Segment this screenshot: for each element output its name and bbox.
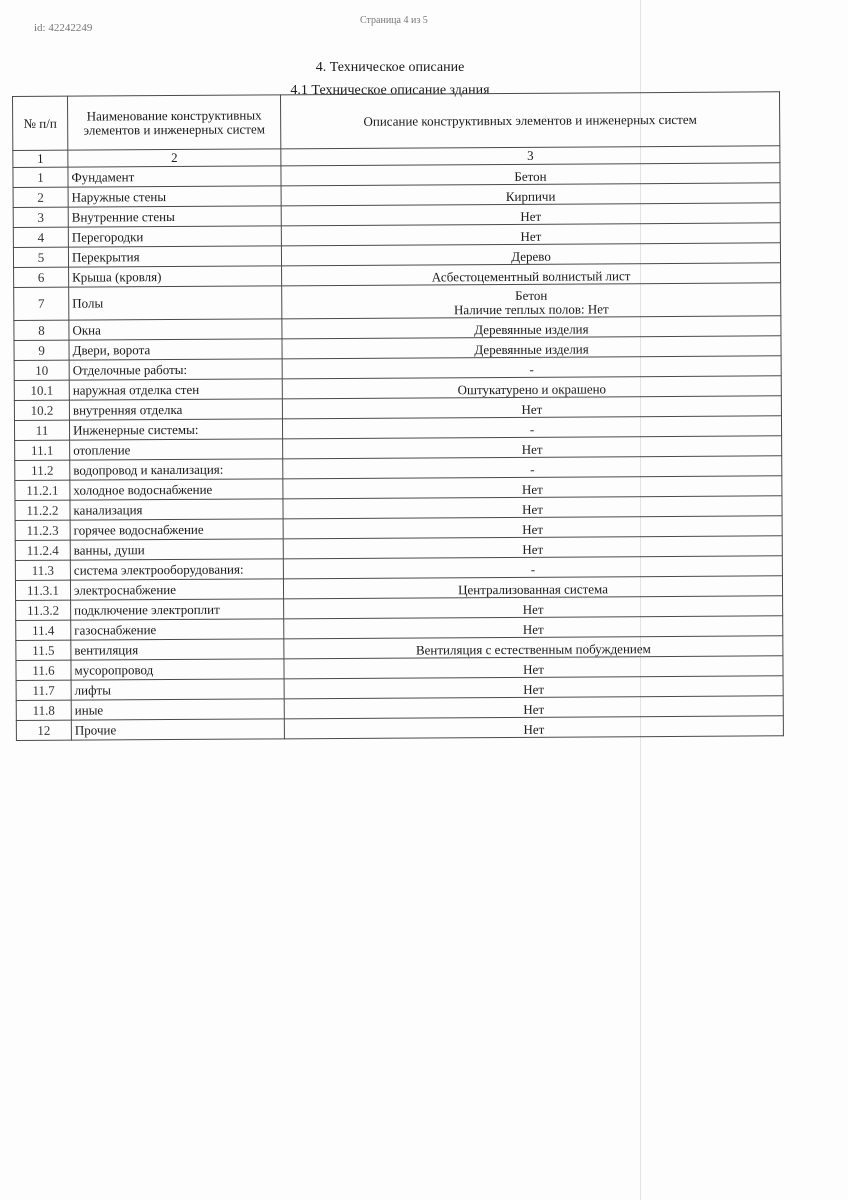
row-number: 11.2.2 [15,500,70,520]
row-element-name: Двери, ворота [69,339,282,360]
row-element-name: Инженерные системы: [69,419,282,440]
row-number: 11.7 [16,680,71,700]
row-description-text: Нет [522,541,544,557]
header-num: № п/п [13,96,68,150]
row-description-text: Нет [520,228,542,244]
row-description-text: Нет [523,681,545,697]
header-description: Описание конструктивных элементов и инженерных систем [280,92,779,149]
row-element-name: канализация [70,499,283,520]
row-element-name: Перегородки [68,226,281,247]
row-description-extra: Наличие теплых полов: Нет [453,301,609,318]
row-element-name: Внутренние стены [68,206,281,227]
technical-description-table [12,91,784,741]
row-element-name: отопление [70,439,283,460]
row-number: 4 [13,227,68,247]
row-description-text: Нет [521,481,543,497]
row-number: 3 [13,207,68,227]
row-description-text: Дерево [511,248,551,264]
row-description-text: Централизованная система [458,581,608,598]
row-description-text: Нет [523,721,545,737]
document-id: id: 42242249 [34,22,93,34]
row-number: 11.5 [16,640,71,660]
row-description-text: - [529,421,535,437]
row-element-name: мусоропровод [71,659,284,680]
row-element-name: Полы [69,286,282,320]
row-element-name: холодное водоснабжение [70,479,283,500]
row-element-name: Наружные стены [68,186,281,207]
row-description [284,716,783,739]
row-number: 11.3.2 [16,600,71,620]
row-description-text: Нет [523,701,545,717]
row-description-text: Нет [522,501,544,517]
row-element-name: электроснабжение [70,579,283,600]
row-number: 11.2.1 [15,480,70,500]
row-number: 12 [16,720,71,740]
row-number: 9 [14,340,69,360]
row-description-text: Деревянные изделия [474,341,589,358]
row-number: 10.2 [14,400,69,420]
row-element-name: наружная отделка стен [69,379,282,400]
row-number: 11.8 [16,700,71,720]
row-element-name: Прочие [71,719,284,740]
technical-description-sheet [12,91,784,741]
row-element-name: иные [71,699,284,720]
row-number: 5 [13,247,68,267]
row-number: 11.2 [15,460,70,480]
row-description-text: Нет [522,621,544,637]
row-description-text: Нет [521,401,543,417]
row-element-name: газоснабжение [71,619,284,640]
row-description-text: Вентиляция с естественным побуждением [415,641,651,658]
row-description-text: - [529,361,534,377]
row-description-text: Нет [522,521,544,537]
row-number: 6 [14,267,69,287]
row-element-name: лифты [71,679,284,700]
row-description-text: Нет [521,441,543,457]
header-name: Наименование конструктивных элементов и инженерных систем [68,95,281,150]
column-number: 2 [68,149,281,167]
section-title: 4. Техническое описание [315,60,465,75]
row-number: 11.1 [15,440,70,460]
row-description-text: Кирпичи [505,188,556,204]
row-element-name: ванны, души [70,539,283,560]
column-number: 1 [13,150,68,167]
row-description [282,283,781,319]
row-description-text: Деревянные изделия [474,321,589,338]
row-number: 11.2.4 [15,540,70,560]
row-description-text: Оштукатурено и окрашено [457,381,607,398]
row-description-text: Бетон [515,287,548,303]
row-element-name: водопровод и канализация: [70,459,283,480]
row-element-name: Окна [69,319,282,340]
section-subtitle: 4.1 Техническое описание здания [290,83,490,98]
row-number: 10 [14,360,69,380]
row-element-name: Перекрытия [68,246,281,267]
row-number: 8 [14,320,69,340]
row-number: 11 [14,420,69,440]
row-number: 11.2.3 [15,520,70,540]
row-element-name: внутренняя отделка [69,399,282,420]
row-description-text: Нет [520,208,542,224]
row-element-name: Крыша (кровля) [69,266,282,287]
row-description-text: Асбестоцементный волнистый лист [431,268,631,285]
row-number: 7 [14,287,69,320]
row-number: 11.3.1 [15,580,70,600]
row-description-text: Нет [522,601,544,617]
row-number: 11.3 [15,560,70,580]
row-element-name: система электрооборудования: [70,559,283,580]
row-number: 1 [13,167,68,187]
row-element-name: Отделочные работы: [69,359,282,380]
row-description-text: Бетон [514,168,547,184]
row-element-name: подключение электроплит [71,599,284,620]
row-number: 11.4 [16,620,71,640]
row-description-text: Нет [523,661,544,677]
table-row [14,283,781,321]
table-body [13,163,783,741]
row-element-name: горячее водоснабжение [70,519,283,540]
row-number: 2 [13,187,68,207]
row-number: 11.6 [16,660,71,680]
table-row [16,716,783,741]
column-number: 3 [281,146,780,166]
row-element-name: вентиляция [71,639,284,660]
row-description-text: - [530,561,536,577]
row-number: 10.1 [14,380,69,400]
row-description-text: - [530,461,535,477]
row-element-name: Фундамент [68,166,281,187]
page-counter: Страница 4 из 5 [360,15,428,26]
